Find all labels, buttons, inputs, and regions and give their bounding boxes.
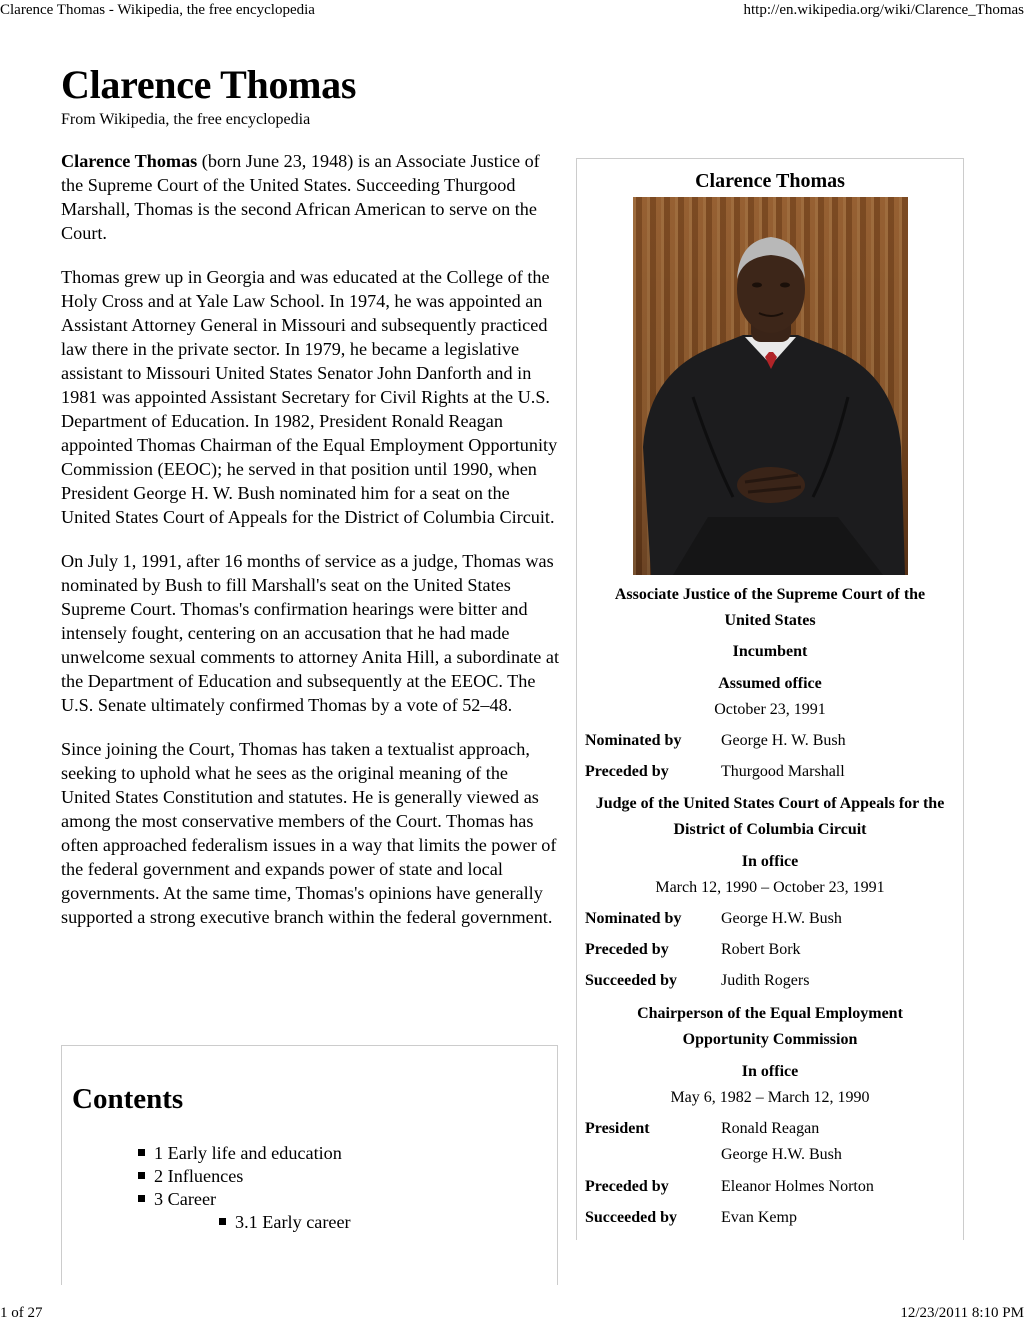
term-label: Assumed office (718, 675, 822, 692)
toc-item-label[interactable]: 1 Early life and education (154, 1143, 342, 1163)
row-value[interactable]: Eleanor Holmes Norton (721, 1178, 874, 1195)
row-value[interactable]: Robert Bork (721, 941, 801, 958)
lead-text: (born June 23, 1948) is an Associate Justice of the Supreme Court of the United States. Succeeding Thurgood Marshall, Thomas is the second African American to serve on the Court. (61, 151, 540, 243)
page-count: 1 of 27 (0, 1305, 43, 1321)
toc-subitem[interactable] (219, 1211, 351, 1233)
row-label: Succeeded by (585, 972, 677, 989)
row-value[interactable]: Evan Kemp (721, 1209, 797, 1226)
row-label: Succeeded by (585, 1209, 677, 1226)
toc-item[interactable] (138, 1165, 243, 1187)
toc-item[interactable] (138, 1142, 342, 1164)
row-value[interactable]: Judith Rogers (721, 972, 810, 989)
paragraph-nomination: On July 1, 1991, after 16 months of service as a judge, Thomas was nominated by Bush to fill Marshall's seat on the United States Supreme Court. Thomas's confirmation hearings were bitter and intensely fought, centering on an accusation that he had made unwelcome sexual comments to attorney Anita Hill, a subordinate at the Department of Education and subsequently at the EEOC. The U.S. Senate ultimately confirmed Thomas by a vote of 52–48. (61, 551, 560, 715)
print-header-title: Clarence Thomas - Wikipedia, the free encyclopedia (0, 2, 315, 18)
office-title[interactable]: Associate Justice of the Supreme Court of the United States (614, 586, 926, 629)
print-header-url: http://en.wikipedia.org/wiki/Clarence_Thomas (743, 2, 1024, 18)
toc-heading: Contents (72, 1083, 184, 1115)
paragraph-early-career: Thomas grew up in Georgia and was educated at the College of the Holy Cross and at Yale Law School. In 1974, he was appointed an Assistant Attorney General in Missouri and subsequently practiced law there in the private sector. In 1979, he became a legislative assistant to Missouri United States Senator John Danforth and in 1981 was appointed Assistant Secretary for Civil Rights at the U.S. Department of Education. In 1982, President Ronald Reagan appointed Thomas Chairman of the Equal Employment Opportunity Commission (EEOC); he served in that position until 1990, when President George H. W. Bush nominated him for a seat on the United States Court of Appeals for the District of Columbia Circuit. (61, 267, 558, 527)
infobox-title: Clarence Thomas (695, 170, 845, 192)
row-value[interactable]: Ronald Reagan (721, 1120, 820, 1137)
table-of-contents (61, 1045, 558, 1285)
print-footer (0, 1303, 1024, 1325)
bullet-icon (219, 1218, 226, 1225)
bullet-icon (138, 1172, 145, 1179)
term-label: In office (741, 1063, 799, 1080)
infobox (576, 158, 964, 1240)
toc-item[interactable] (138, 1188, 216, 1210)
page-subtitle: From Wikipedia, the free encyclopedia (61, 111, 311, 128)
print-timestamp: 12/23/2011 8:10 PM (900, 1305, 1024, 1321)
bullet-icon (138, 1149, 145, 1156)
office-title[interactable]: Chairperson of the Equal Employment Opportunity Commission (637, 1005, 903, 1048)
portrait-image[interactable] (633, 197, 908, 575)
infobox-row (585, 1116, 955, 1168)
term-label: In office (741, 853, 799, 870)
term-dates: May 6, 1982 – March 12, 1990 (670, 1089, 870, 1106)
row-label: Nominated by (585, 732, 682, 749)
article-body (61, 149, 561, 949)
term-dates: March 12, 1990 – October 23, 1991 (655, 879, 885, 896)
row-value[interactable]: George H.W. Bush (721, 1146, 842, 1163)
toc-item-label[interactable]: 3 Career (154, 1189, 217, 1209)
row-label: Preceded by (585, 1178, 669, 1195)
row-label: Nominated by (585, 910, 682, 927)
toc-item-label[interactable]: 3.1 Early career (235, 1212, 351, 1232)
row-label: Preceded by (585, 941, 669, 958)
row-label: President (585, 1120, 650, 1137)
paragraph-jurisprudence: Since joining the Court, Thomas has taken a textualist approach, seeking to uphold what he sees as the original meaning of the United States Constitution and statutes. He is generally viewed as among the most conservative members of the Court. Thomas has often approached federalism issues in a way that limits the power of the federal government and expands power of state and local governments. At the same time, Thomas's opinions have generally supported a strong executive branch within the federal government. (61, 739, 557, 927)
lead-paragraph (61, 149, 561, 245)
office-status: Incumbent (732, 643, 808, 660)
row-label: Preceded by (585, 763, 669, 780)
page-title: Clarence Thomas (61, 62, 357, 107)
office-title[interactable]: Judge of the United States Court of Appeals for the District of Columbia Circuit (595, 795, 945, 838)
row-value[interactable]: George H.W. Bush (721, 910, 842, 927)
row-value[interactable]: George H. W. Bush (721, 732, 846, 749)
print-header (0, 0, 1024, 22)
lead-bold-name: Clarence Thomas (61, 151, 198, 171)
term-dates: October 23, 1991 (714, 701, 826, 718)
toc-item-label[interactable]: 2 Influences (154, 1166, 244, 1186)
row-value[interactable]: Thurgood Marshall (721, 763, 845, 780)
portrait-illustration (633, 197, 908, 575)
bullet-icon (138, 1195, 145, 1202)
